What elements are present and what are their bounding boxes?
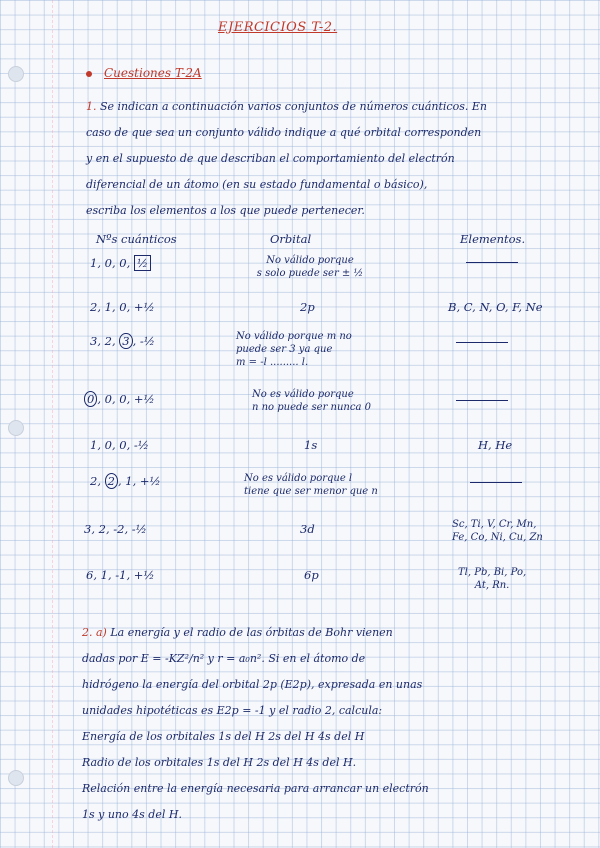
circled-value: 3	[119, 333, 132, 349]
bullet-icon	[86, 71, 92, 77]
q2-line: Relación entre la energía necesaria para arrancar un electrón	[82, 782, 429, 795]
q1-line: y en el supuesto de que describan el comportamiento del electrón	[86, 152, 455, 165]
quantum-numbers-cell: 1, 0, 0, -½	[90, 438, 149, 452]
quantum-numbers-cell: 3, 2, 3 , -½	[90, 334, 155, 348]
orbital-cell: No válido porque s solo puede ser ± ½	[256, 255, 364, 279]
circled-value: 2	[105, 473, 118, 489]
q1-line: 1. Se indican a continuación varios conjuntos de números cuánticos. En	[86, 100, 487, 113]
orbital-cell: No es válido porque l tiene que ser menor que n	[244, 473, 378, 497]
margin-line	[52, 0, 53, 848]
elements-cell: Sc, Ti, V, Cr, Mn, Fe, Co, Ni, Cu, Zn	[452, 519, 543, 543]
q2-line: 1s y uno 4s del H.	[82, 808, 182, 821]
quantum-numbers-cell: 0 , 0, 0, +½	[84, 392, 155, 406]
elements-cell: B, C, N, O, F, Ne	[448, 300, 543, 314]
quantum-numbers-cell: 3, 2, -2, -½	[84, 522, 147, 536]
orbital-cell: 2p	[300, 300, 315, 314]
q2-line: Energía de los orbitales 1s del H 2s del H 4s del H	[82, 730, 365, 743]
binder-hole	[8, 420, 24, 436]
q1-number: 1.	[86, 100, 97, 113]
empty-dash	[470, 482, 522, 483]
empty-dash	[466, 262, 518, 263]
q1-line: caso de que sea un conjunto válido indique a qué orbital corresponden	[86, 126, 482, 139]
q1-line: escriba los elementos a los que puede pertenecer.	[86, 204, 365, 217]
q2-number: 2. a)	[82, 626, 107, 639]
orbital-cell: No es válido porque n no puede ser nunca 0	[252, 389, 371, 413]
quantum-numbers-cell: 1, 0, 0, ½	[90, 256, 151, 270]
question-2	[82, 620, 429, 828]
boxed-value: ½	[134, 255, 151, 271]
header-elements: Elementos.	[460, 232, 526, 246]
quantum-numbers-cell: 2, 1, 0, +½	[90, 300, 155, 314]
section-title: Cuestiones T-2A	[104, 66, 202, 80]
orbital-cell: 1s	[304, 438, 318, 452]
q2-line: dadas por E = -KZ²/n² y r = a₀n². Si en el átomo de	[82, 652, 366, 665]
empty-dash	[456, 400, 508, 401]
binder-hole	[8, 66, 24, 82]
empty-dash	[456, 342, 508, 343]
elements-cell: H, He	[478, 438, 513, 452]
elements-cell	[470, 482, 522, 483]
quantum-numbers-cell: 2, 2 , 1, +½	[90, 474, 161, 488]
elements-cell	[456, 400, 508, 401]
q2-line: Radio de los orbitales 1s del H 2s del H 4s del H.	[82, 756, 357, 769]
question-1	[86, 94, 487, 224]
q2-line: unidades hipotéticas es E2p = -1 y el radio 2, calcula:	[82, 704, 383, 717]
quantum-numbers-cell: 6, 1, -1, +½	[86, 568, 155, 582]
circled-value: 0	[84, 391, 97, 407]
orbital-cell: No válido porque m no puede ser 3 ya que m = -l ......... l.	[236, 331, 352, 368]
q2-line: hidrógeno la energía del orbital 2p (E2p), expresada en unas	[82, 678, 423, 691]
q2-line: 2. a) La energía y el radio de las órbitas de Bohr vienen	[82, 626, 393, 639]
header-orbital: Orbital	[270, 232, 312, 246]
elements-cell: Tl, Pb, Bi, Po, At, Rn.	[458, 567, 527, 591]
elements-cell	[466, 262, 518, 263]
orbital-cell: 3d	[300, 522, 315, 536]
orbital-cell: 6p	[304, 568, 319, 582]
q1-line: diferencial de un átomo (en su estado fundamental o básico),	[86, 178, 428, 191]
binder-hole	[8, 770, 24, 786]
elements-cell	[456, 342, 508, 343]
page-title: EJERCICIOS T-2.	[218, 20, 338, 35]
header-quantum-numbers: Nºs cuánticos	[96, 232, 177, 246]
